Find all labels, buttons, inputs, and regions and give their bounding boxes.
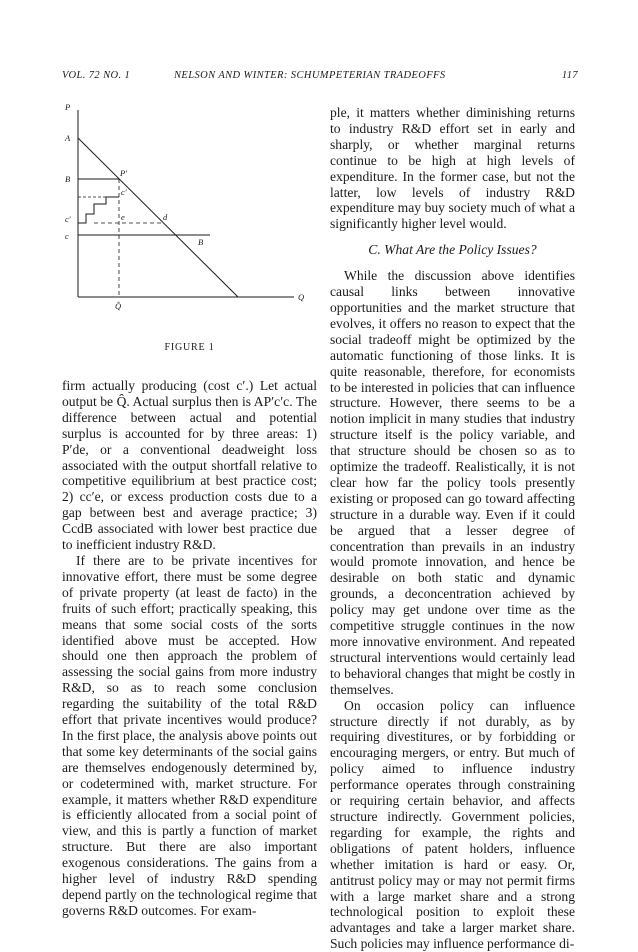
section-heading: C. What Are the Policy Issues? xyxy=(368,242,537,258)
right-paragraph-2: While the discussion above identifies causal links between innovative opportunities and the market structure that evolves, it offers no reason to expect that the social tradeoff might be optimized by the automatic functioning of those links. It is quite reasonable, therefore, for economists to be interested in policies that can influence structure. However, there seems to be a notion implicit in many studies that industry structure itself is the policy variable, and that structure should be chosen so as to optimize the tradeoff. Realistically, it is not clear how far the policy tools presently existing or proposed can go toward affecting structure in a durable way. Even if it could be argued that a lesser degree of concentration than prevails in an industry would promote innovation, and hence be desirable on both static and dynamic grounds, a deconcentration achieved by policy may get undone over time as the competitive struggle continues in the now more innovative environment. And repeated structural interventions would certainly lead to behavioral changes that might be costly in themselves. xyxy=(330,268,575,697)
left-column xyxy=(62,378,317,919)
label-q-axis: Q xyxy=(298,292,305,302)
label-c: c xyxy=(65,231,69,241)
left-paragraph-2: If there are to be private incentives for innovative effort, there must be some degree of private property (at least de facto) in the fruits of such effort; practically speaking, this means that some social costs of the sorts identified above must be accepted. How should one then approach the problem of assessing the social gains from more industry R&D, so as to reach some conclusion regarding the suitability of the total R&D effort that private incentives would produce? In the first place, the analysis above points out that some key determinants of the social gains are themselves endogenously determined by, or codetermined with, market structure. For example, it matters whether R&D expenditure is efficiently allocated from a social point of view, and this is partly a function of market structure. But there are also important exogenous considerations. The gains from a higher level of industry R&D spending depend partly on the technological regime that governs R&D outcomes. For exam- xyxy=(62,552,317,918)
label-c-prime: c' xyxy=(65,214,71,224)
page-number: 117 xyxy=(561,70,578,81)
right-column xyxy=(330,105,575,952)
running-title: NELSON AND WINTER: SCHUMPETERIAN TRADEOFFS xyxy=(174,70,446,81)
label-c-prime-point: c' xyxy=(121,187,127,197)
label-b-point: B xyxy=(198,237,204,247)
right-paragraph-3: On occasion policy can influence structure directly if not durably, as by requiring divestitures, or by forbidding or encouraging mergers, or entry. But much of policy aimed to influence industry performance operates through constraining or requiring certain behavior, and affects structure indirectly. Government policies, regarding for example, the rights and obligations of patent holders, influence whether imitation is hard or easy. Or, antitrust policy may or may not permit firms with a large market share and a strong technological position to exploit these advantages and take a larger market share. Such policies may influence performance di- xyxy=(330,697,575,952)
figure-1-diagram xyxy=(62,100,317,335)
left-paragraph-1: firm actually producing (cost c′.) Let actual output be Q̂. Actual surplus then is AP′c′c. The difference between actual and potential surplus is accounted for by three areas: 1) P′de, or a conventional deadweight loss associated with the output shortfall relative to competitive equilibrium at best practice cost; 2) cc′e, or excess production costs due to a gap between best and average practice; 3) CcdB associated with lower best practice due to inefficient industry R&D. xyxy=(62,378,317,553)
figure-caption: FIGURE 1 xyxy=(164,342,215,353)
label-p-axis: P xyxy=(65,102,71,112)
step-cost-curve xyxy=(78,197,119,223)
right-paragraph-1: ple, it matters whether diminishing returns to industry R&D effort set in early and sharply, or whether marginal returns continue to be high at high levels of expenditure. In the former case, but not the latter, low levels of industry R&D expenditure may buy society much of what a significantly higher level would. xyxy=(330,105,575,232)
label-a: A xyxy=(65,133,71,143)
label-p-prime-point: P' xyxy=(120,168,128,178)
label-b: B xyxy=(65,174,71,184)
demand-curve xyxy=(78,138,238,297)
label-q-hat: Q̂ xyxy=(115,301,122,311)
label-e: e xyxy=(121,212,125,222)
running-header xyxy=(62,70,578,84)
volume-label: VOL. 72 NO. 1 xyxy=(62,70,131,81)
label-d: d xyxy=(163,212,168,222)
